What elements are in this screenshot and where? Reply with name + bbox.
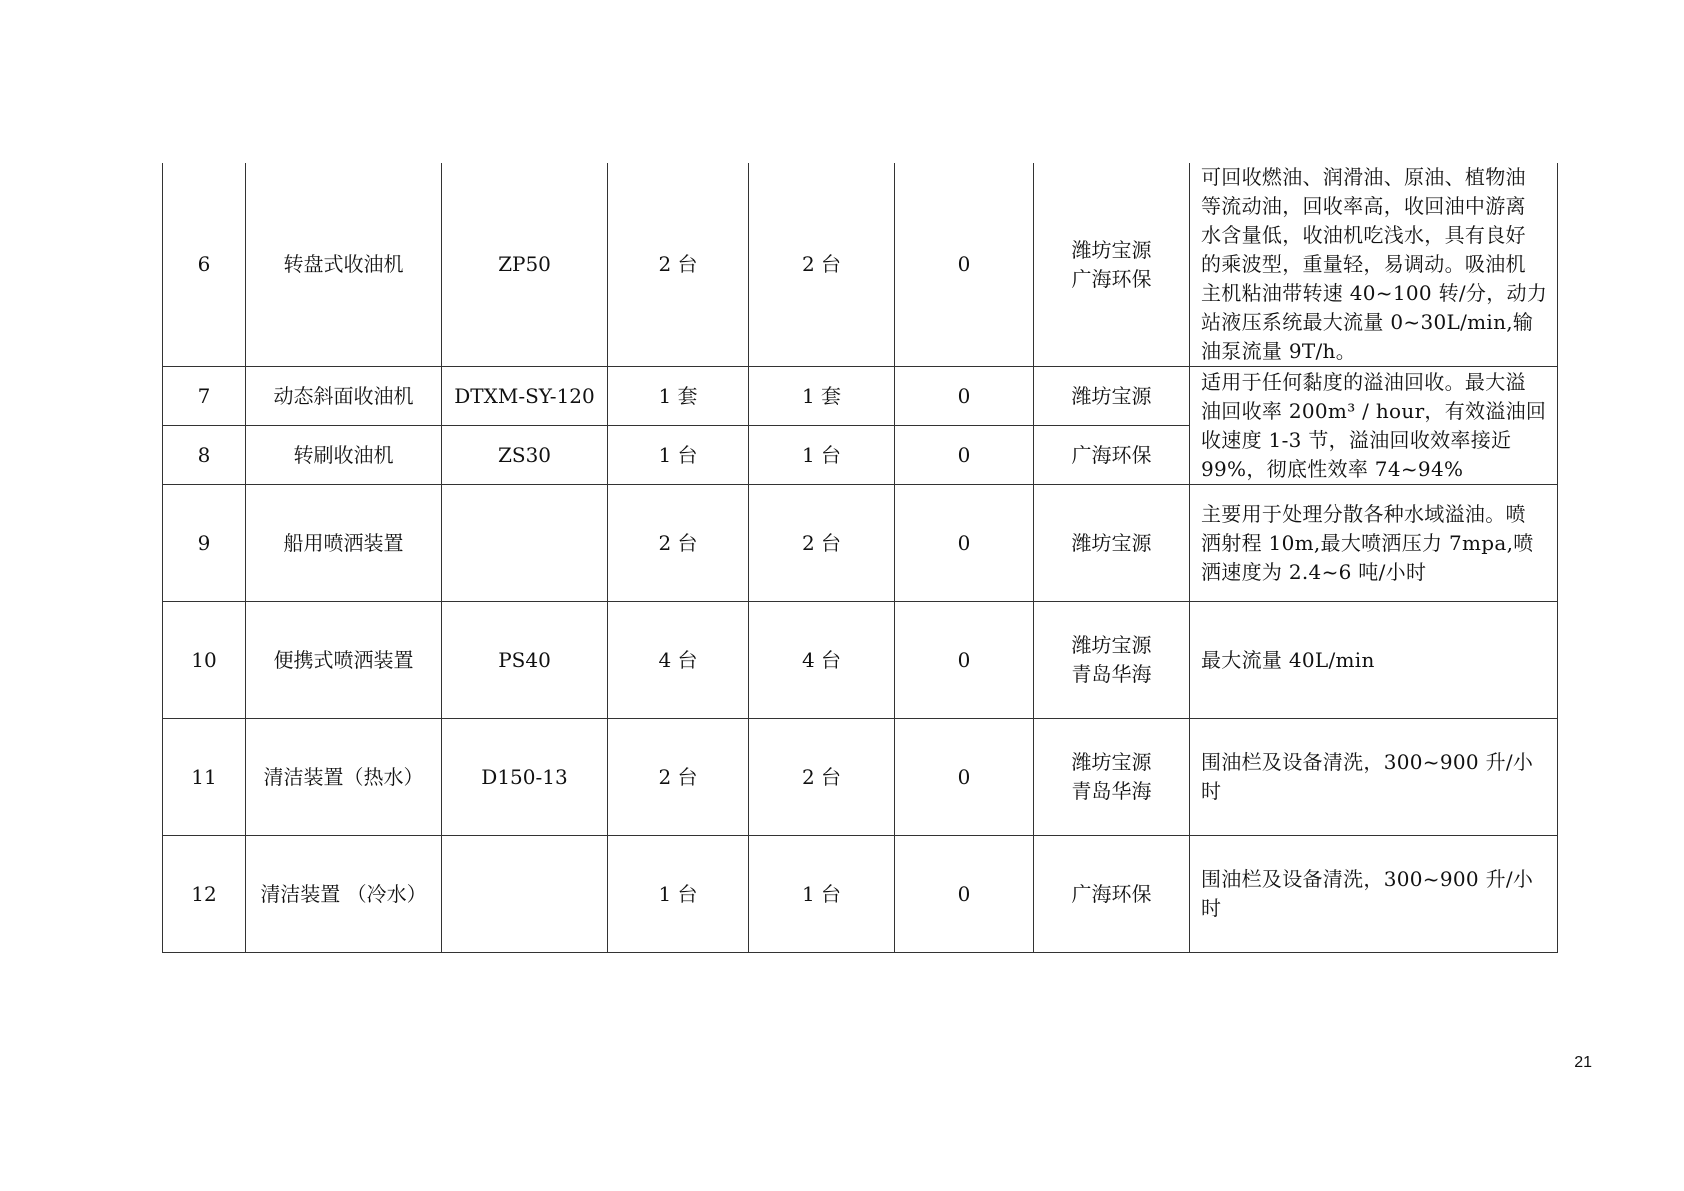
model-cell: PS40 [442, 602, 608, 719]
row-number-cell: 7 [163, 367, 246, 426]
description-cell [1190, 367, 1558, 485]
required-quantity-cell: 2 台 [608, 485, 749, 602]
supplier-cell [1034, 485, 1190, 602]
shortage-cell: 0 [895, 602, 1034, 719]
description-line: 洒速度为 2.4~6 吨/小时 [1201, 559, 1427, 584]
table-row [163, 367, 1558, 426]
description-line: 主机粘油带转速 40~100 转/分，动力 [1201, 281, 1548, 305]
model-cell: D150-13 [442, 719, 608, 836]
equipment-name-cell: 清洁装置 （冷水） [246, 836, 442, 953]
table-row [163, 836, 1558, 953]
actual-quantity-cell: 1 台 [749, 426, 895, 485]
description-line: 站液压系统最大流量 0~30L/min,输 [1201, 310, 1534, 334]
shortage-cell: 0 [895, 426, 1034, 485]
supplier-line: 广海环保 [1071, 266, 1152, 291]
description-line: 时 [1201, 896, 1222, 920]
supplier-cell [1034, 602, 1190, 719]
supplier-line: 潍坊宝源 [1071, 750, 1152, 774]
model-cell: ZP50 [442, 163, 608, 367]
description-line: 收速度 1-3 节，溢油回收效率接近 [1201, 427, 1512, 452]
description-cell [1190, 485, 1558, 602]
required-quantity-cell: 4 台 [608, 602, 749, 719]
supplier-line: 广海环保 [1071, 442, 1152, 467]
description-line: 等流动油，回收率高，收回油中游离 [1201, 194, 1526, 218]
description-cell [1190, 719, 1558, 836]
description-cell [1190, 163, 1558, 367]
supplier-cell [1034, 719, 1190, 836]
actual-quantity-cell: 4 台 [749, 602, 895, 719]
equipment-name-cell: 转刷收油机 [246, 426, 442, 485]
supplier-cell [1034, 367, 1190, 426]
supplier-line: 潍坊宝源 [1071, 633, 1152, 657]
supplier-cell [1034, 426, 1190, 485]
table-row [163, 163, 1558, 367]
description-line: 的乘波型，重量轻，易调动。吸油机 [1201, 252, 1526, 276]
description-line: 适用于任何黏度的溢油回收。最大溢 [1201, 369, 1526, 394]
model-cell [442, 836, 608, 953]
description-line: 洒射程 10m,最大喷洒压力 7mpa,喷 [1201, 530, 1534, 555]
row-number-cell: 11 [163, 719, 246, 836]
shortage-cell: 0 [895, 367, 1034, 426]
required-quantity-cell: 1 套 [608, 367, 749, 426]
actual-quantity-cell: 2 台 [749, 163, 895, 367]
supplier-line: 青岛华海 [1071, 779, 1152, 803]
description-cell [1190, 602, 1558, 719]
equipment-table [162, 163, 1558, 953]
shortage-cell: 0 [895, 485, 1034, 602]
table-row [163, 602, 1558, 719]
row-number-cell: 12 [163, 836, 246, 953]
row-number-cell: 8 [163, 426, 246, 485]
shortage-cell: 0 [895, 836, 1034, 953]
equipment-name-cell: 转盘式收油机 [246, 163, 442, 367]
required-quantity-cell: 1 台 [608, 836, 749, 953]
table-row [163, 719, 1558, 836]
equipment-name-cell: 动态斜面收油机 [246, 367, 442, 426]
supplier-line: 潍坊宝源 [1071, 530, 1152, 555]
description-line: 99%，彻底性效率 74~94% [1201, 456, 1464, 481]
row-number-cell: 6 [163, 163, 246, 367]
supplier-cell [1034, 836, 1190, 953]
description-line: 油回收率 200m³ / hour，有效溢油回 [1201, 398, 1547, 423]
model-cell: DTXM-SY-120 [442, 367, 608, 426]
supplier-cell [1034, 163, 1190, 367]
description-line: 最大流量 40L/min [1201, 647, 1375, 672]
description-line: 围油栏及设备清洗，300~900 升/小 [1201, 750, 1534, 774]
equipment-name-cell: 清洁装置（热水） [246, 719, 442, 836]
description-line: 油泵流量 9T/h。 [1201, 339, 1357, 363]
table-row [163, 485, 1558, 602]
supplier-line: 潍坊宝源 [1071, 383, 1152, 408]
supplier-line: 潍坊宝源 [1071, 237, 1152, 262]
description-line: 主要用于处理分散各种水域溢油。喷 [1201, 501, 1526, 526]
description-cell [1190, 836, 1558, 953]
description-line: 围油栏及设备清洗，300~900 升/小 [1201, 867, 1534, 891]
row-number-cell: 10 [163, 602, 246, 719]
row-number-cell: 9 [163, 485, 246, 602]
actual-quantity-cell: 1 台 [749, 836, 895, 953]
required-quantity-cell: 1 台 [608, 426, 749, 485]
actual-quantity-cell: 1 套 [749, 367, 895, 426]
actual-quantity-cell: 2 台 [749, 719, 895, 836]
supplier-line: 广海环保 [1071, 881, 1152, 906]
actual-quantity-cell: 2 台 [749, 485, 895, 602]
equipment-name-cell: 便携式喷洒装置 [246, 602, 442, 719]
equipment-name-cell: 船用喷洒装置 [246, 485, 442, 602]
required-quantity-cell: 2 台 [608, 163, 749, 367]
description-line: 可回收燃油、润滑油、原油、植物油 [1201, 165, 1526, 189]
shortage-cell: 0 [895, 719, 1034, 836]
shortage-cell: 0 [895, 163, 1034, 367]
supplier-line: 青岛华海 [1071, 662, 1152, 686]
description-line: 水含量低，收油机吃浅水，具有良好 [1201, 223, 1526, 247]
description-line: 时 [1201, 779, 1222, 803]
model-cell [442, 485, 608, 602]
required-quantity-cell: 2 台 [608, 719, 749, 836]
page-number: 21 [1574, 1054, 1592, 1071]
model-cell: ZS30 [442, 426, 608, 485]
